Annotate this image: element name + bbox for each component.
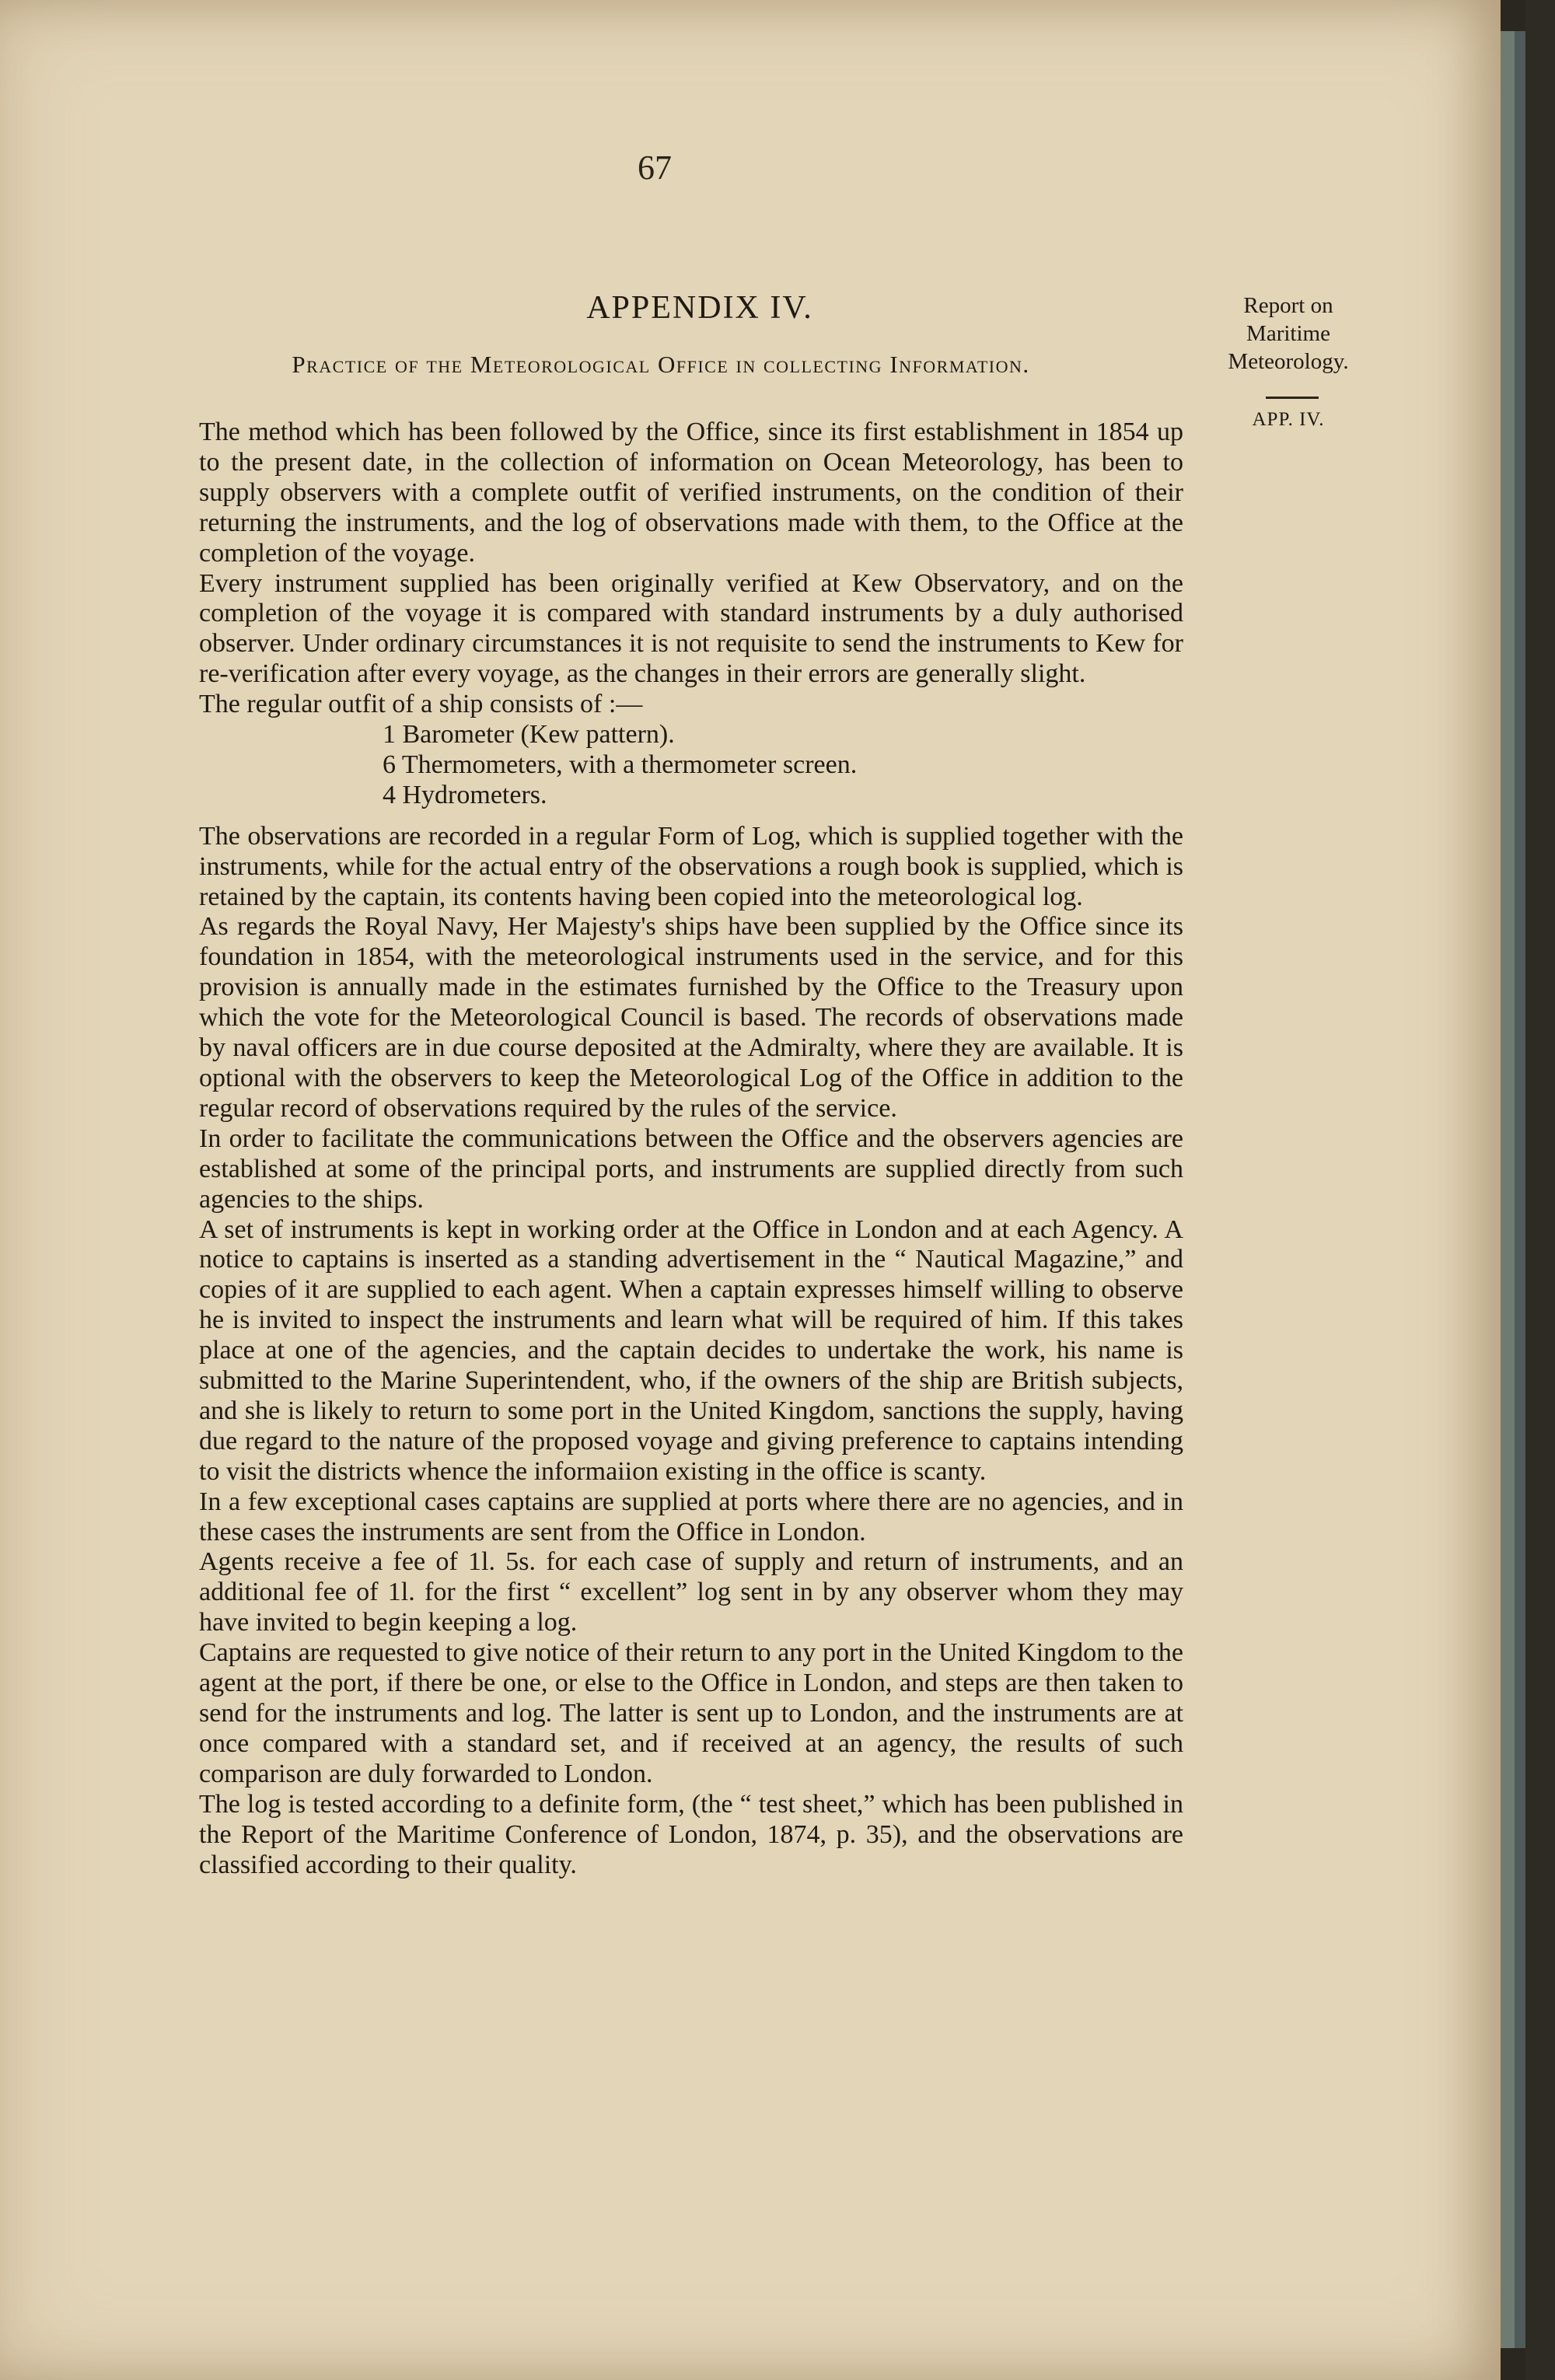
paragraph-agencies: In order to facilitate the communications between the Office and the observers agencies are established at some of the principal ports, and instruments are supplied directly from such agencies to the ships.	[199, 1124, 1183, 1214]
margin-rule	[1266, 397, 1319, 399]
margin-report-line3: Meteorology.	[1228, 349, 1349, 374]
paragraph-exceptional-cases: In a few exceptional cases captains are supplied at ports where there are no agencies, and in these cases the instruments are sent from the Office in London.	[199, 1487, 1183, 1546]
section-subheading: Practice of the Meteorological Office in collecting Information.	[292, 351, 1030, 378]
margin-note	[1207, 292, 1370, 376]
book-cover-edge	[1525, 0, 1555, 2380]
page-edge-shadow	[1515, 31, 1525, 2348]
paragraph-verification: Every instrument supplied has been originally verified at Kew Observatory, and on the completion of the voyage it is compared with standard instruments by a duly authorised observer. Under ordinary circumstances it is not requisite to send the instruments to Kew for re-verification after every voyage, as the changes in their errors are generally slight.	[199, 568, 1183, 689]
outfit-item-barometer: 1 Barometer (Kew pattern).	[383, 720, 675, 750]
page-edge	[1501, 31, 1515, 2348]
paragraph-royal-navy: As regards the Royal Navy, Her Majesty's ships have been supplied by the Office since its foundation in 1854, with the meteorological instruments used in the service, and for this provision is annually made in the estimates furnished by the Office to the Treasury upon which the vote for the Meteorological Council is based. The records of observations made by naval officers are in due course deposited at the Admiralty, where they are available. It is optional with the observers to keep the Meteorological Log of the Office in addition to the regular record of observations required by the rules of the service.	[199, 912, 1183, 1123]
outfit-list	[383, 720, 1183, 811]
appendix-heading: APPENDIX IV.	[586, 290, 813, 326]
paragraph-agent-fees: Agents receive a fee of 1l. 5s. for each case of supply and return of instruments, and an additional fee of 1l. for the first “ excellent” log sent in by any observer whom they may have invited to begin keeping a log.	[199, 1547, 1183, 1637]
paragraph-instruments-set: A set of instruments is kept in working order at the Office in London and at each Agency. A notice to captains is inserted as a standing advertisement in the “ Nautical Magazine,” and copies of it are supplied to each agent. When a captain expresses himself willing to observe he is invited to inspect the instruments and learn what will be required of him. If this takes place at one of the agencies, and the captain decides to undertake the work, his name is submitted to the Marine Superintendent, who, if the owners of the ship are British subjects, and she is likely to return to some port in the United Kingdom, sanctions the supply, having due regard to the nature of the proposed voyage and giving preference to captains intending to visit the districts whence the informaiion existing in the office is scanty.	[199, 1214, 1183, 1486]
margin-report-line2: Maritime	[1246, 321, 1330, 346]
paragraph-log-form: The observations are recorded in a regular Form of Log, which is supplied together with the instruments, while for the actual entry of the observations a rough book is supplied, which is retained by the captain, its contents having been copied into the meteorological log.	[199, 821, 1183, 911]
margin-appendix-ref: APP. IV.	[1252, 409, 1325, 430]
outfit-item-thermometers: 6 Thermometers, with a thermometer screen.	[383, 750, 858, 779]
paragraph-log-testing: The log is tested according to a definite form, (the “ test sheet,” which has been published in the Report of the Maritime Conference of London, 1874, p. 35), and the observations are classified according to their quality.	[199, 1789, 1183, 1879]
body-text	[199, 418, 1183, 1880]
paragraph-return-notice: Captains are requested to give notice of their return to any port in the United Kingdom to the agent at the port, if there be one, or else to the Office in London, and steps are then taken to send for the instruments and log. The latter is sent up to London, and the instruments are at once compared with a standard set, and if received at an agency, the results of such comparison are duly forwarded to London.	[199, 1638, 1183, 1788]
paragraph-outfit-intro: The regular outfit of a ship consists of :—	[199, 690, 643, 719]
page-number: 67	[638, 149, 672, 187]
outfit-item-hydrometers: 4 Hydrometers.	[383, 780, 547, 809]
margin-report-line1: Report on	[1243, 293, 1333, 318]
paragraph-method: The method which has been followed by the Office, since its first establishment in 1854 up to the present date, in the collection of information on Ocean Meteorology, has been to supply observers with a complete outfit of verified instruments, on the condition of their returning the instruments, and the log of observations made with them, to the Office at the completion of the voyage.	[199, 418, 1183, 568]
spacer	[199, 811, 1183, 822]
